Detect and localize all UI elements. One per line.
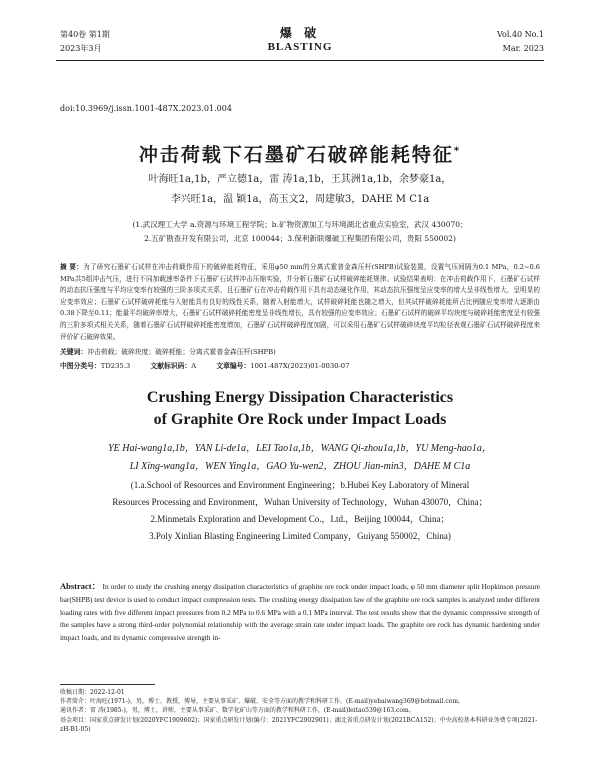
doc-code-label: 文献标识码：: [150, 362, 192, 370]
abstract-en-label: Abstract：: [60, 581, 101, 591]
doc-code-value: A: [191, 362, 197, 370]
title-en: [0, 387, 600, 431]
doi: doi:10.3969/j.issn.1001-487X.2023.01.004: [60, 104, 232, 113]
authors-en-line: YE Hai-wang1a,1b，YAN Li-de1a，LEI Tao1a,1b，WANG Qi-zhou1a,1b，YU Meng-hao1a，: [108, 443, 492, 454]
volume-en: Vol.40 No.1: [497, 30, 544, 39]
affiliation-cn-line: 2.五矿勘查开发有限公司，北京 100044；3.保利新联爆破工程集团有限公司，贵阳 550002): [144, 234, 456, 243]
abstract-en-text: In order to study the crushing energy dissipation characteristics of graphite ore rock under impact loads, φ 50 mm diameter split Hopkinson pressure bar(SHPB) test device is used to conduct impact compression tests. The crushing energy dissipation law of the graphite ore rock samples is analyzed under different loading rates with five different impact pressures from 0.2 MPa to 0.6 MPa with a 0.1 MPa interval. The test results show that the dynamic compressive strength of the samples have a strong third-order polynomial relationship with the average strain rate under impact loads. The graphite ore rock has dynamic hardening under impact loads, and its dynamic compressive strength in-: [60, 582, 540, 643]
header-right: [497, 28, 544, 56]
journal-name-cn: 爆 破: [279, 26, 321, 40]
authors-cn-line: 李兴旺1a，温 颖1a，高玉文2，周建敏3，DAHE M C1a: [170, 194, 430, 205]
abstract-en: [60, 580, 540, 645]
abstract-cn-text: 为了研究石墨矿石试样在冲击荷载作用下的破碎能耗特征，采用φ50 mm的分离式霍普金森压杆(SHPB)试验装置，设置气压间隔为0.1 MPa，0.2~0.6 MPa共5组冲击气压，进行不同加载速率条件下石墨矿石试样冲击压缩实验，并分析石墨矿石试样破碎能耗规律。试验结果表明：在冲击荷载作用下，石墨矿石试样的动态抗压强度与平均应变率有较强的三阶多项式关系，且石墨矿石在冲击荷载作用下具有动态硬化作用，其动态抗压强度呈应变率的增大呈非线性增大，呈明显的应变率效应；石墨矿石试样破碎耗能与入射能具有良好的线性关系，随着入射能增大，试样破碎耗能也随之增大，但其试样破碎耗能所占比例随应变率增大逐渐由0.38下降至0.11；能量平均破碎率增大，石墨矿石试样破碎耗能密度呈非线性增长，具有较强的应变率效应；石墨矿石试样的破碎平均块度与破碎耗能密度呈有较强的三阶多项式相关关系，随着石墨矿石试样破碎耗能密度增加，石墨矿石试样破碎程度加剧，可以采用石墨矿石试样破碎块度平均粒径表观石墨矿石试样破碎程度来评价矿石破碎效果。: [60, 263, 541, 341]
clc-label: 中图分类号：: [60, 362, 101, 370]
affiliation-cn-line: (1.武汉理工大学 a.资源与环境工程学院；b.矿物资源加工与环境湖北省重点实验室，武汉 430070；: [132, 220, 468, 229]
affiliations-en: [56, 477, 544, 545]
affiliation-en-line: Resources Processing and Environment，Wuhan University of Technology，Wuhan 430070，China；: [112, 497, 488, 507]
date-cn: 2023年3月: [60, 44, 102, 53]
volume-cn: 第40卷 第1期: [60, 30, 110, 39]
footnote-received: 收稿日期：2022-12-01: [60, 689, 125, 696]
title-en-line: Crushing Energy Dissipation Characteristics: [146, 389, 454, 406]
footnote-funding: 基金项目：国家重点研发计划(2020YFC1909602)；国家重点研发计划(编号：2021YFC2902901)；湖北省重点研发计划(2021BCA152)；中央高校基本科研业务费专项(2021-zH-B1-05): [60, 716, 538, 733]
article-number-value: 1001-487X(2023)01-0030-07: [250, 362, 350, 370]
affiliation-en-line: (1.a.School of Resources and Environment Engineering；b.Hubei Key Laboratory of Mineral: [130, 480, 470, 490]
footnote-rule: [60, 684, 155, 685]
keywords-cn-label: 关键词：: [60, 348, 88, 356]
title-cn-footnote-mark: *: [453, 145, 462, 157]
authors-cn-line: 叶海旺1a,1b，严立德1a，雷 涛1a,1b，王其洲1a,1b，余梦豪1a，: [148, 174, 452, 185]
affiliation-en-line: 2.Minmetals Exploration and Development Co.，Ltd.，Beijing 100044，China；: [150, 514, 450, 524]
authors-en: [80, 440, 520, 476]
authors-cn: [60, 170, 540, 210]
affiliation-en-line: 3.Poly Xinlian Blasting Engineering Limited Company，Guiyang 550002，China): [149, 531, 451, 541]
abstract-cn-label: 摘 要：: [60, 263, 84, 271]
title-en-line: of Graphite Ore Rock under Impact Loads: [153, 411, 447, 428]
date-en: Mar. 2023: [502, 44, 544, 53]
journal-name-en: BLASTING: [267, 41, 333, 53]
classification-row: [60, 360, 540, 370]
clc-value: TD235.3: [100, 362, 131, 370]
keywords-cn: [60, 346, 540, 356]
keywords-cn-text: 冲击荷载；破碎块度；破碎耗能；分离式霍普金森压杆(SHPB): [87, 348, 276, 356]
authors-en-line: LI Xing-wang1a，WEN Ying1a，GAO Yu-wen2，ZHOU Jian-min3，DAHE M C1a: [129, 461, 471, 472]
footnote-corresponding: 通讯作者：雷 涛(1985-)，男，博士，讲师，主要从事采矿、数字化矿山等方面的教学和科研工作，(E-mail)leitao539@163.com。: [60, 707, 415, 715]
footnote-author-bio: 作者简介：叶海旺(1971-)，男，博士，教授，博导，主要从事采矿、爆破、安全等方面的教学和科研工作，(E-mail)yehaiwang369@hotmail.com。: [60, 698, 465, 706]
title-cn: [0, 140, 600, 167]
footnotes: [60, 688, 544, 734]
header-rule: [56, 60, 544, 61]
article-number-label: 文章编号：: [216, 362, 251, 370]
affiliations-cn: [70, 218, 530, 246]
title-cn-text: 冲击荷载下石墨矿石破碎能耗特征: [138, 144, 454, 166]
abstract-cn: [60, 262, 540, 343]
